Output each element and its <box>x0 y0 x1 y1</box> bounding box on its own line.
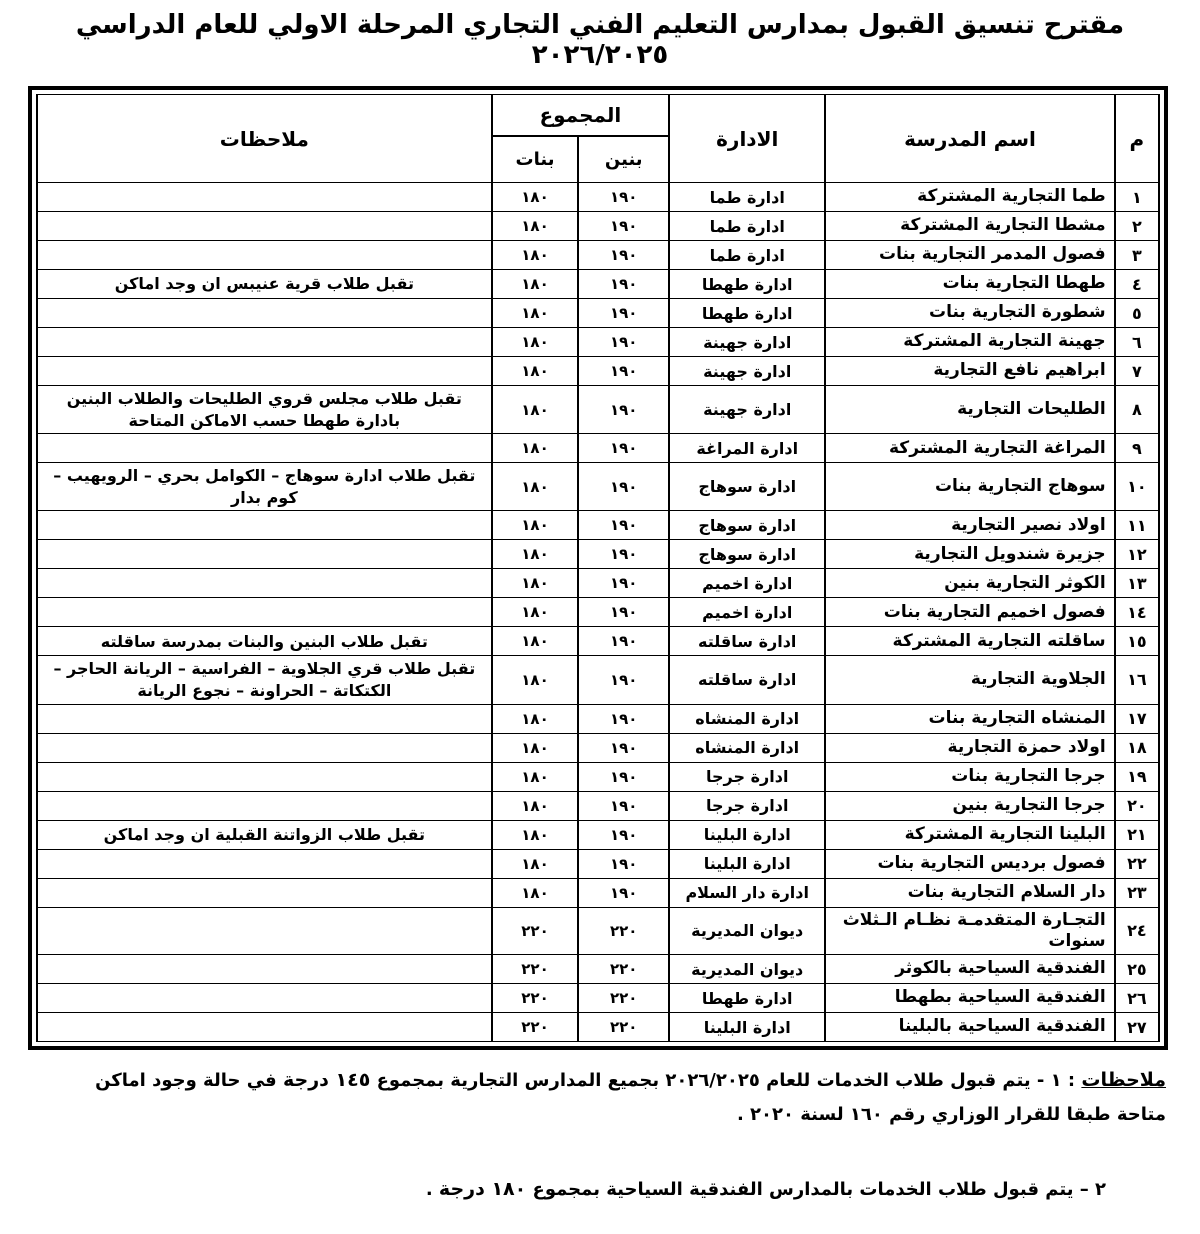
girls-total-cell: ١٨٠ <box>492 820 579 849</box>
boys-total-cell: ١٩٠ <box>578 704 669 733</box>
school-name-cell: فصول برديس التجارية بنات <box>825 849 1114 878</box>
table-row <box>37 1013 1159 1042</box>
table-header <box>37 95 1159 183</box>
school-name-cell: سوهاج التجارية بنات <box>825 463 1114 511</box>
girls-total-cell: ١٨٠ <box>492 434 579 463</box>
row-number-cell: ١٢ <box>1115 540 1159 569</box>
boys-total-cell: ١٩٠ <box>578 540 669 569</box>
school-name-cell: اولاد نصير التجارية <box>825 511 1114 540</box>
administration-cell: ادارة جهينة <box>669 386 825 434</box>
administration-cell: ادارة البلينا <box>669 849 825 878</box>
table-body <box>37 183 1159 1042</box>
notes-cell <box>37 984 492 1013</box>
boys-total-cell: ١٩٠ <box>578 656 669 704</box>
administration-cell: ادارة طهطا <box>669 270 825 299</box>
administration-cell: ادارة طهطا <box>669 984 825 1013</box>
header-administration: الادارة <box>669 95 825 183</box>
scanned-document-page <box>0 10 1200 1200</box>
row-number-cell: ٢١ <box>1115 820 1159 849</box>
notes-cell <box>37 299 492 328</box>
girls-total-cell: ١٨٠ <box>492 511 579 540</box>
admissions-table <box>36 94 1160 1042</box>
boys-total-cell: ١٩٠ <box>578 299 669 328</box>
administration-cell: ادارة سوهاج <box>669 540 825 569</box>
school-name-cell: ابراهيم نافع التجارية <box>825 357 1114 386</box>
administration-cell: ادارة جرجا <box>669 791 825 820</box>
boys-total-cell: ١٩٠ <box>578 627 669 656</box>
administration-cell: ادارة دار السلام <box>669 878 825 907</box>
boys-total-cell: ١٩٠ <box>578 849 669 878</box>
table-row <box>37 820 1159 849</box>
table-row <box>37 463 1159 511</box>
administration-cell: ادارة اخميم <box>669 598 825 627</box>
girls-total-cell: ١٨٠ <box>492 241 579 270</box>
notes-cell: تقبل طلاب قري الجلاوية – الفراسية – الريانة الحاجر – الكتكاتة – الحراونة – نجوع الريانة <box>37 656 492 704</box>
school-name-cell: طما التجارية المشتركة <box>825 183 1114 212</box>
notes-cell: تقبل طلاب قرية عنيبس ان وجد اماكن <box>37 270 492 299</box>
footnote-1 <box>40 1062 1166 1132</box>
table-row <box>37 569 1159 598</box>
table-row <box>37 511 1159 540</box>
row-number-cell: ١٠ <box>1115 463 1159 511</box>
row-number-cell: ١١ <box>1115 511 1159 540</box>
notes-cell <box>37 241 492 270</box>
table-row <box>37 299 1159 328</box>
admissions-table-frame <box>28 86 1168 1050</box>
notes-cell <box>37 511 492 540</box>
header-notes: ملاحظات <box>37 95 492 183</box>
row-number-cell: ٢٣ <box>1115 878 1159 907</box>
boys-total-cell: ٢٢٠ <box>578 1013 669 1042</box>
notes-cell <box>37 955 492 984</box>
administration-cell: ادارة طما <box>669 212 825 241</box>
row-number-cell: ١٨ <box>1115 733 1159 762</box>
header-girls: بنات <box>492 136 579 183</box>
girls-total-cell: ١٨٠ <box>492 598 579 627</box>
school-name-cell: البلينا التجارية المشتركة <box>825 820 1114 849</box>
table-row <box>37 762 1159 791</box>
girls-total-cell: ١٨٠ <box>492 762 579 791</box>
girls-total-cell: ١٨٠ <box>492 627 579 656</box>
notes-cell <box>37 540 492 569</box>
table-row <box>37 357 1159 386</box>
girls-total-cell: ١٨٠ <box>492 183 579 212</box>
school-name-cell: الكوثر التجارية بنين <box>825 569 1114 598</box>
boys-total-cell: ١٩٠ <box>578 791 669 820</box>
girls-total-cell: ١٨٠ <box>492 733 579 762</box>
row-number-cell: ٤ <box>1115 270 1159 299</box>
school-name-cell: الفندقية السياحية بالبلينا <box>825 1013 1114 1042</box>
administration-cell: ادارة اخميم <box>669 569 825 598</box>
boys-total-cell: ٢٢٠ <box>578 955 669 984</box>
table-row <box>37 241 1159 270</box>
notes-cell <box>37 212 492 241</box>
row-number-cell: ٨ <box>1115 386 1159 434</box>
boys-total-cell: ١٩٠ <box>578 733 669 762</box>
administration-cell: ادارة المنشاه <box>669 733 825 762</box>
boys-total-cell: ١٩٠ <box>578 212 669 241</box>
administration-cell: ادارة ساقلته <box>669 627 825 656</box>
table-row <box>37 598 1159 627</box>
girls-total-cell: ١٨٠ <box>492 463 579 511</box>
administration-cell: ادارة جهينة <box>669 357 825 386</box>
notes-cell <box>37 328 492 357</box>
row-number-cell: ٢٢ <box>1115 849 1159 878</box>
administration-cell: ادارة البلينا <box>669 1013 825 1042</box>
girls-total-cell: ٢٢٠ <box>492 955 579 984</box>
school-name-cell: الطليحات التجارية <box>825 386 1114 434</box>
school-name-cell: ساقلته التجارية المشتركة <box>825 627 1114 656</box>
table-row <box>37 955 1159 984</box>
school-name-cell: جرجا التجارية بنات <box>825 762 1114 791</box>
footnote-2-text-lead: ٢ – يتم قبول طلاب الخدمات بالمدارس الفندقية السياحية بمجموع <box>526 1179 1106 1201</box>
boys-total-cell: ١٩٠ <box>578 820 669 849</box>
notes-cell <box>37 704 492 733</box>
school-name-cell: جرجا التجارية بنين <box>825 791 1114 820</box>
administration-cell: ادارة المراغة <box>669 434 825 463</box>
notes-cell <box>37 434 492 463</box>
girls-total-cell: ١٨٠ <box>492 704 579 733</box>
row-number-cell: ١٣ <box>1115 569 1159 598</box>
boys-total-cell: ١٩٠ <box>578 569 669 598</box>
girls-total-cell: ١٨٠ <box>492 791 579 820</box>
school-name-cell: طهطا التجارية بنات <box>825 270 1114 299</box>
table-row <box>37 540 1159 569</box>
school-name-cell: اولاد حمزة التجارية <box>825 733 1114 762</box>
girls-total-cell: ١٨٠ <box>492 328 579 357</box>
table-row <box>37 878 1159 907</box>
boys-total-cell: ٢٢٠ <box>578 984 669 1013</box>
footnote-2-score: ١٨٠ درجة <box>438 1178 527 1201</box>
girls-total-cell: ٢٢٠ <box>492 1013 579 1042</box>
footnotes <box>40 1062 1166 1200</box>
table-row <box>37 386 1159 434</box>
table-row <box>37 984 1159 1013</box>
row-number-cell: ٢٥ <box>1115 955 1159 984</box>
school-name-cell: فصول اخميم التجارية بنات <box>825 598 1114 627</box>
boys-total-cell: ٢٢٠ <box>578 907 669 955</box>
administration-cell: ادارة جهينة <box>669 328 825 357</box>
boys-total-cell: ١٩٠ <box>578 598 669 627</box>
page-title: مقترح تنسيق القبول بمدارس التعليم الفني التجاري المرحلة الاولي للعام الدراسي ٢٠٢٦/٢٠٢٥ <box>75 10 1125 70</box>
row-number-cell: ١٥ <box>1115 627 1159 656</box>
administration-cell: ادارة طما <box>669 183 825 212</box>
table-row <box>37 183 1159 212</box>
notes-cell <box>37 1013 492 1042</box>
table-row <box>37 849 1159 878</box>
school-name-cell: مشطا التجارية المشتركة <box>825 212 1114 241</box>
row-number-cell: ١٩ <box>1115 762 1159 791</box>
row-number-cell: ٧ <box>1115 357 1159 386</box>
header-school-name: اسم المدرسة <box>825 95 1114 183</box>
school-name-cell: الفندقية السياحية بالكوثر <box>825 955 1114 984</box>
girls-total-cell: ١٨٠ <box>492 569 579 598</box>
notes-cell: تقبل طلاب الزواتنة القبلية ان وجد اماكن <box>37 820 492 849</box>
girls-total-cell: ١٨٠ <box>492 878 579 907</box>
table-row <box>37 212 1159 241</box>
notes-cell <box>37 357 492 386</box>
header-boys: بنين <box>578 136 669 183</box>
header-number: م <box>1115 95 1159 183</box>
table-row <box>37 791 1159 820</box>
school-name-cell: التجـارة المتقدمـة نظـام الـثلاث سنوات <box>825 907 1114 955</box>
row-number-cell: ١ <box>1115 183 1159 212</box>
boys-total-cell: ١٩٠ <box>578 386 669 434</box>
notes-cell <box>37 849 492 878</box>
school-name-cell: المنشاه التجارية بنات <box>825 704 1114 733</box>
notes-cell <box>37 183 492 212</box>
administration-cell: ديوان المديرية <box>669 907 825 955</box>
girls-total-cell: ١٨٠ <box>492 386 579 434</box>
school-name-cell: المراغة التجارية المشتركة <box>825 434 1114 463</box>
notes-cell <box>37 598 492 627</box>
administration-cell: ادارة ساقلته <box>669 656 825 704</box>
notes-cell <box>37 569 492 598</box>
notes-cell: تقبل طلاب ادارة سوهاج – الكوامل بحري – الرويهيب – كوم بدار <box>37 463 492 511</box>
boys-total-cell: ١٩٠ <box>578 357 669 386</box>
row-number-cell: ١٦ <box>1115 656 1159 704</box>
row-number-cell: ٢٧ <box>1115 1013 1159 1042</box>
school-name-cell: جزيرة شندويل التجارية <box>825 540 1114 569</box>
footnote-1-label: ملاحظات <box>1081 1069 1166 1092</box>
girls-total-cell: ١٨٠ <box>492 357 579 386</box>
boys-total-cell: ١٩٠ <box>578 511 669 540</box>
row-number-cell: ٢ <box>1115 212 1159 241</box>
girls-total-cell: ١٨٠ <box>492 299 579 328</box>
table-row <box>37 270 1159 299</box>
administration-cell: ادارة سوهاج <box>669 463 825 511</box>
boys-total-cell: ١٩٠ <box>578 463 669 511</box>
boys-total-cell: ١٩٠ <box>578 241 669 270</box>
footnote-2-text-tail: . <box>425 1179 439 1201</box>
boys-total-cell: ١٩٠ <box>578 878 669 907</box>
school-name-cell: شطورة التجارية بنات <box>825 299 1114 328</box>
administration-cell: ديوان المديرية <box>669 955 825 984</box>
administration-cell: ادارة طهطا <box>669 299 825 328</box>
administration-cell: ادارة المنشاه <box>669 704 825 733</box>
administration-cell: ادارة سوهاج <box>669 511 825 540</box>
row-number-cell: ٦ <box>1115 328 1159 357</box>
header-total: المجموع <box>492 95 669 137</box>
girls-total-cell: ١٨٠ <box>492 270 579 299</box>
table-row <box>37 733 1159 762</box>
table-row <box>37 434 1159 463</box>
notes-cell <box>37 907 492 955</box>
row-number-cell: ٩ <box>1115 434 1159 463</box>
girls-total-cell: ١٨٠ <box>492 212 579 241</box>
school-name-cell: فصول المدمر التجارية بنات <box>825 241 1114 270</box>
administration-cell: ادارة طما <box>669 241 825 270</box>
table-row <box>37 328 1159 357</box>
notes-cell <box>37 878 492 907</box>
notes-cell <box>37 762 492 791</box>
row-number-cell: ١٧ <box>1115 704 1159 733</box>
girls-total-cell: ٢٢٠ <box>492 984 579 1013</box>
school-name-cell: الفندقية السياحية بطهطا <box>825 984 1114 1013</box>
footnote-1-score: ١٤٥ درجة <box>283 1069 371 1092</box>
notes-cell <box>37 791 492 820</box>
administration-cell: ادارة جرجا <box>669 762 825 791</box>
school-name-cell: الجلاوية التجارية <box>825 656 1114 704</box>
school-name-cell: دار السلام التجارية بنات <box>825 878 1114 907</box>
boys-total-cell: ١٩٠ <box>578 434 669 463</box>
table-row <box>37 704 1159 733</box>
boys-total-cell: ١٩٠ <box>578 328 669 357</box>
boys-total-cell: ١٩٠ <box>578 183 669 212</box>
row-number-cell: ٢٠ <box>1115 791 1159 820</box>
table-row <box>37 627 1159 656</box>
footnote-2 <box>40 1178 1106 1200</box>
row-number-cell: ٢٤ <box>1115 907 1159 955</box>
girls-total-cell: ١٨٠ <box>492 849 579 878</box>
footnote-1-text-lead: : ١ - يتم قبول طلاب الخدمات للعام ٢٠٢٦/٢٠٢٥ بجميع المدارس التجارية بمجموع <box>370 1070 1082 1092</box>
notes-cell: تقبل طلاب مجلس قروي الطليحات والطلاب البنين بادارة طهطا حسب الاماكن المتاحة <box>37 386 492 434</box>
boys-total-cell: ١٩٠ <box>578 270 669 299</box>
footnote-1-text-tail: في حالة وجود اماكن متاحة طبقا للقرار الوزاري رقم ١٦٠ لسنة ٢٠٢٠ . <box>95 1070 1166 1126</box>
row-number-cell: ٥ <box>1115 299 1159 328</box>
notes-cell: تقبل طلاب البنين والبنات بمدرسة ساقلته <box>37 627 492 656</box>
girls-total-cell: ٢٢٠ <box>492 907 579 955</box>
boys-total-cell: ١٩٠ <box>578 762 669 791</box>
girls-total-cell: ١٨٠ <box>492 656 579 704</box>
notes-cell <box>37 733 492 762</box>
table-row <box>37 907 1159 955</box>
row-number-cell: ٣ <box>1115 241 1159 270</box>
school-name-cell: جهينة التجارية المشتركة <box>825 328 1114 357</box>
girls-total-cell: ١٨٠ <box>492 540 579 569</box>
table-row <box>37 656 1159 704</box>
row-number-cell: ١٤ <box>1115 598 1159 627</box>
administration-cell: ادارة البلينا <box>669 820 825 849</box>
row-number-cell: ٢٦ <box>1115 984 1159 1013</box>
